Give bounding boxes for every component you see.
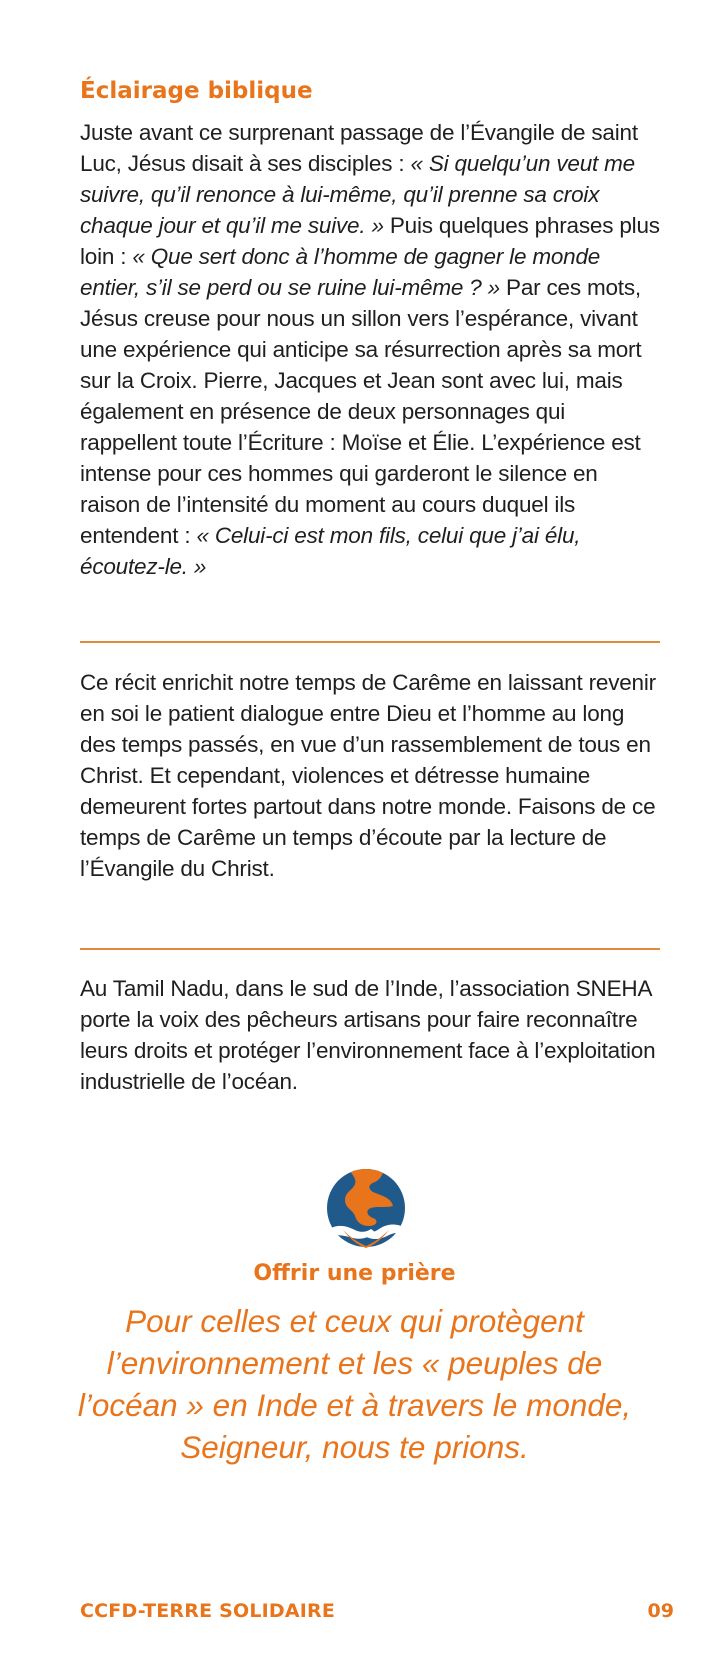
page-number: 09	[647, 1600, 674, 1622]
hands-globe-icon	[325, 1166, 407, 1250]
prayer-title: Offrir une prière	[253, 1261, 456, 1286]
prayer-text: Pour celles et ceux qui protègent l’environnement et les « peuples de l’océan » en Inde et à travers le monde, Seigneur, nous te prions.	[77, 1303, 632, 1465]
section-title: Éclairage biblique	[80, 78, 313, 104]
p1-text-1: Juste avant ce surprenant passage de l’Évangile de saint Luc, Jésus disait à ses disciples :	[80, 120, 638, 176]
paragraph-sneha: Au Tamil Nadu, dans le sud de l’Inde, l’association SNEHA porte la voix des pêcheurs artisans pour faire reconnaître leurs droits et protéger l’environnement face à l’exploitation industrielle de l’océan.	[80, 976, 656, 1094]
p1-text-3: Par ces mots, Jésus creuse pour nous un sillon vers l’espérance, vivant une expérience qui anticipe sa résurrection après sa mort sur la Croix. Pierre, Jacques et Jean sont avec lui, mais également en présence de deux personnages qui rappellent toute l’Écriture : Moïse et Élie. L’expérience est intense pour ces hommes qui garderont le silence en raison de l’intensité du moment au cours duquel ils entendent :	[80, 275, 642, 548]
paragraph-lent: Ce récit enrichit notre temps de Carême en laissant revenir en soi le patient dialogue entre Dieu et l’homme au long des temps passés, en vue d’un rassemblement de tous en Christ. Et cependant, violences et détresse humaine demeurent fortes partout dans notre monde. Faisons de ce temps de Carême un temps d’écoute par la lecture de l’Évangile du Christ.	[80, 670, 656, 881]
p1-quote-2: « Que sert donc à l’homme de gagner le monde entier, s’il se perd ou se ruine lui-même ? »	[80, 244, 601, 300]
p1-quote-3: « Celui-ci est mon fils, celui que j’ai élu, écoutez-le. »	[80, 523, 581, 579]
paragraph-biblical	[80, 117, 660, 582]
footer-brand: CCFD-TERRE SOLIDAIRE	[80, 1600, 336, 1622]
p1-quote-1: « Si quelqu’un veut me suivre, qu’il renonce à lui-même, qu’il prenne sa croix chaque jour et qu’il me suive. »	[80, 151, 635, 238]
p1-text-2: Puis quelques phrases plus loin :	[80, 213, 660, 269]
divider	[80, 641, 660, 643]
divider	[80, 948, 660, 950]
